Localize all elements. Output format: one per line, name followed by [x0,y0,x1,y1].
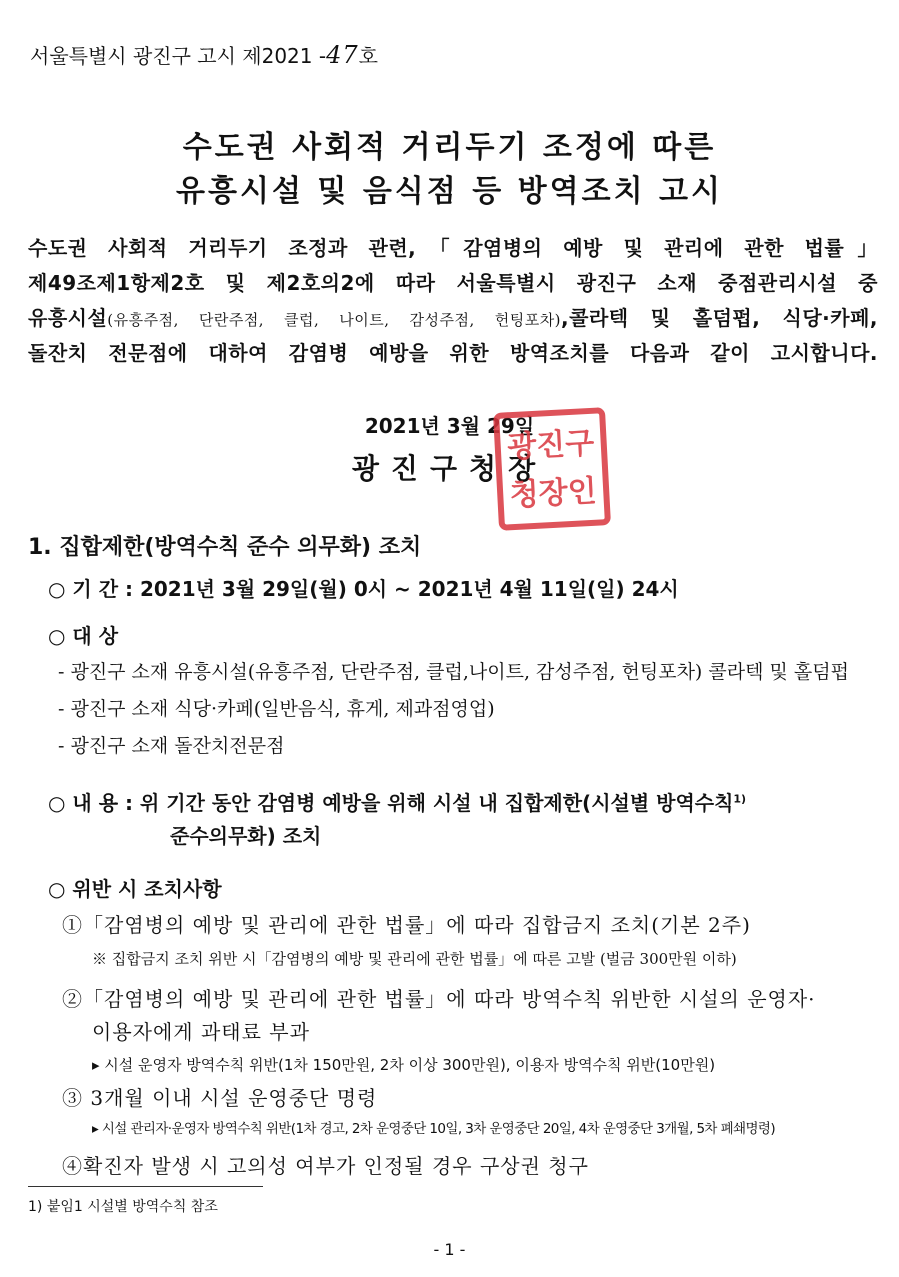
target-label: ○ 대 상 [48,624,119,648]
violation-item-1: ①「감염병의 예방 및 관리에 관한 법률」에 따라 집합금지 조치(기본 2주) [62,913,751,937]
intro-bold-term: 유흥시설 [28,306,108,330]
notice-number-prefix: 서울특별시 광진구 고시 제2021 - [30,44,327,68]
title-line-2: 유흥시설 및 음식점 등 방역조치 고시 [176,174,723,209]
target-item-2: - 광진구 소재 식당·카페(일반음식, 휴게, 제과점영업) [58,698,495,720]
violation-item-3-note: ▸ 시설 관리자·운영자 방역수칙 위반(1차 경고, 2차 운영중단 10일, 3차 운영중단 20일, 4차 운영중단 3개월, 5차 폐쇄명령) [92,1121,775,1137]
period-value: 2021년 3월 29일(월) 0시 ~ 2021년 4월 11일(일) 24시 [139,577,679,601]
stamp-line-1: 광진구 [506,425,596,466]
title-line-1: 수도권 사회적 거리두기 조정에 따른 [182,130,717,165]
violation-item-3: ③ 3개월 이내 시설 운영중단 명령 [62,1086,378,1110]
period-label: ○ 기 간 : [48,577,133,601]
intro-line-1: 수도권 사회적 거리두기 조정과 관련,「감염병의 예방 및 관리에 관한 법률」 [28,236,878,260]
period-row [48,573,679,602]
violation-item-1-note: ※ 집합금지 조치 위반 시「감염병의 예방 및 관리에 관한 법률」에 따른 고발 (벌금 300만원 이하) [92,950,737,968]
notice-date: 2021년 3월 29일 [364,414,535,438]
intro-line-2: 제49조제1항제2호 및 제2호의2에 따라 서울특별시 광진구 소재 중점관리시설 중 [28,271,878,295]
signer: 광진구청장 [351,452,548,485]
footnote-divider [28,1186,263,1187]
target-item-3: - 광진구 소재 돌잔치전문점 [58,735,285,757]
page-number: - 1 - [433,1240,466,1259]
section-1-heading: 1. 집합제한(방역수칙 준수 의무화) 조치 [28,535,422,560]
notice-number [30,40,378,69]
intro-line-4: 돌잔치 전문점에 대하여 감염병 예방을 위한 방역조치를 다음과 같이 고시합니다. [28,341,878,365]
violation-item-4: ④확진자 발생 시 고의성 여부가 인정될 경우 구상권 청구 [62,1154,589,1178]
intro-line-3-rest: ,콜라텍 및 홀덤펍, 식당·카페, [561,306,878,330]
intro-line-3 [28,302,878,331]
notice-number-handwritten: 47 [326,41,359,69]
official-seal-stamp [493,407,611,531]
content-label: ○ 내 용 : [48,791,133,815]
stamp-line-2: 청장인 [508,473,598,514]
content-line-1: 위 기간 동안 감염병 예방을 위해 시설 내 집합제한(시설별 방역수칙 [139,791,734,815]
content-line-2: 준수의무화) 조치 [170,824,322,848]
violation-item-2-note: ▸ 시설 운영자 방역수칙 위반(1차 150만원, 2차 이상 300만원), 이용자 방역수칙 위반(10만원) [92,1056,716,1074]
target-item-1: - 광진구 소재 유흥시설(유흥주점, 단란주점, 클럽,나이트, 감성주점, 헌팅포차) 콜라텍 및 홀덤펍 [58,661,849,683]
notice-number-suffix: 호 [358,44,378,68]
intro-facility-list: (유흥주점, 단란주점, 클럽, 나이트, 감성주점, 헌팅포차) [107,311,562,329]
footnote: 1) 붙임1 시설별 방역수칙 참조 [28,1199,218,1215]
violation-item-2-line-2: 이용자에게 과태료 부과 [92,1020,310,1044]
footnote-marker: 1) [733,792,747,806]
content-row [48,787,746,816]
violation-heading: ○ 위반 시 조치사항 [48,877,222,901]
violation-item-2-line-1: ②「감염병의 예방 및 관리에 관한 법률」에 따라 방역수칙 위반한 시설의 운영자· [62,987,816,1011]
